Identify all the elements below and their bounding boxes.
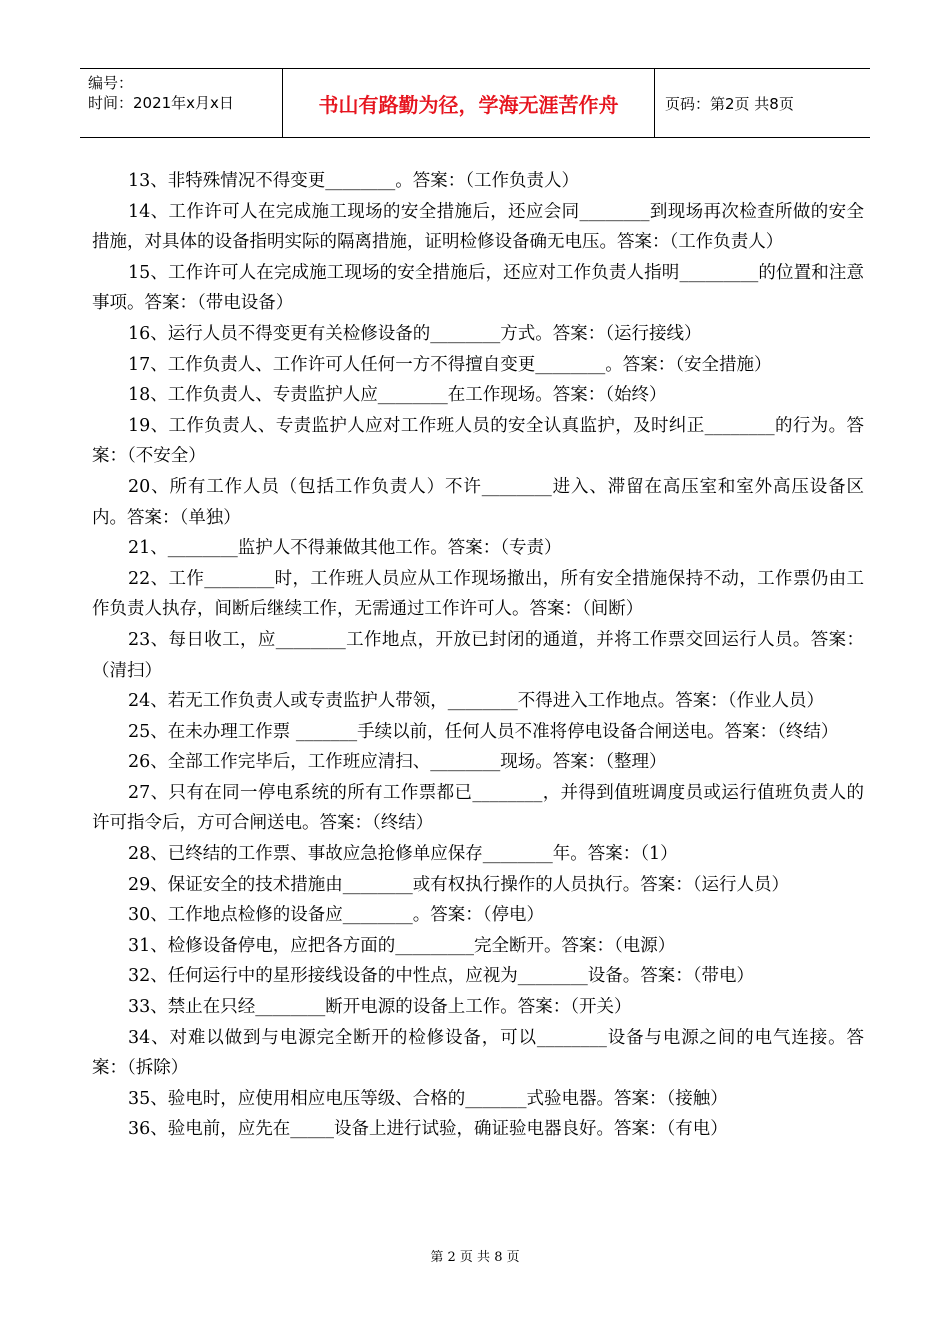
question-34: 34、对难以做到与电源完全断开的检修设备，可以________设备与电源之间的电气连接。答案：（拆除） [92, 1027, 864, 1079]
question-14: 14、工作许可人在完成施工现场的安全措施后，还应会同________到现场再次检查所做的安全措施，对具体的设备指明实际的隔离措施，证明检修设备确无电压。答案：（工作负责人） [92, 201, 864, 253]
question-18: 18、工作负责人、专责监护人应________在工作现场。答案：（始终） [128, 385, 667, 406]
question-23: 23、每日收工，应________工作地点，开放已封闭的通道，并将工作票交回运行人员。答案：（清扫） [92, 629, 864, 681]
question-25: 25、在未办理工作票 _______手续以前，任何人员不准将停电设备合闸送电。答案：（终结） [128, 721, 839, 742]
question-30: 30、工作地点检修的设备应________。答案：（停电） [128, 905, 545, 926]
header-motto: 书山有路勤为径，学海无涯苦作舟 [283, 69, 655, 137]
question-17: 17、工作负责人、工作许可人任何一方不得擅自变更________。答案：（安全措施） [128, 354, 772, 375]
question-24: 24、若无工作负责人或专责监护人带领，________不得进入工作地点。答案：（作业人员） [128, 691, 825, 712]
header-page-info: 页码：第2页 共8页 [665, 94, 794, 113]
question-13: 13、非特殊情况不得变更________。答案：（工作负责人） [128, 171, 580, 191]
date-label: 时间：2021年x月x日 [88, 94, 234, 112]
question-33: 33、禁止在只经________断开电源的设备上工作。答案：（开关） [128, 997, 632, 1018]
question-27: 27、只有在同一停电系统的所有工作票都已________，并得到值班调度员或运行值班负责人的许可指令后，方可合闸送电。答案：（终结） [92, 782, 864, 834]
question-31: 31、检修设备停电，应把各方面的_________完全断开。答案：（电源） [128, 935, 676, 956]
question-20: 20、所有工作人员（包括工作负责人）不许________进入、滞留在高压室和室外高压设备区内。答案：（单独） [92, 476, 864, 528]
question-list [92, 166, 864, 1145]
question-21: 21、________监护人不得兼做其他工作。答案：（专责） [128, 538, 562, 559]
question-19: 19、工作负责人、专责监护人应对工作班人员的安全认真监护，及时纠正________的行为。答案：（不安全） [92, 415, 864, 467]
question-28: 28、已终结的工作票、事故应急抢修单应保存________年。答案：（1） [128, 844, 678, 865]
question-35: 35、验电时，应使用相应电压等级、合格的_______式验电器。答案：（接触） [128, 1088, 728, 1109]
header-meta [80, 69, 283, 137]
question-15: 15、工作许可人在完成施工现场的安全措施后，还应对工作负责人指明_________的位置和注意事项。答案：（带电设备） [92, 262, 864, 314]
question-32: 32、任何运行中的星形接线设备的中性点，应视为________设备。答案：（带电） [128, 966, 755, 987]
page-header [80, 68, 870, 138]
number-label: 编号： [88, 74, 134, 92]
question-36: 36、验电前，应先在_____设备上进行试验，确证验电器良好。答案：（有电） [128, 1119, 728, 1140]
question-16: 16、运行人员不得变更有关检修设备的________方式。答案：（运行接线） [128, 323, 702, 344]
question-22: 22、工作________时，工作班人员应从工作现场撤出，所有安全措施保持不动，工作票仍由工作负责人执存，间断后继续工作，无需通过工作许可人。答案：（间断） [92, 568, 864, 620]
page-footer: 第 2 页 共 8 页 [430, 1250, 520, 1265]
question-26: 26、全部工作完毕后，工作班应清扫、________现场。答案：（整理） [128, 752, 667, 773]
question-29: 29、保证安全的技术措施由________或有权执行操作的人员执行。答案：（运行人员） [128, 874, 790, 895]
